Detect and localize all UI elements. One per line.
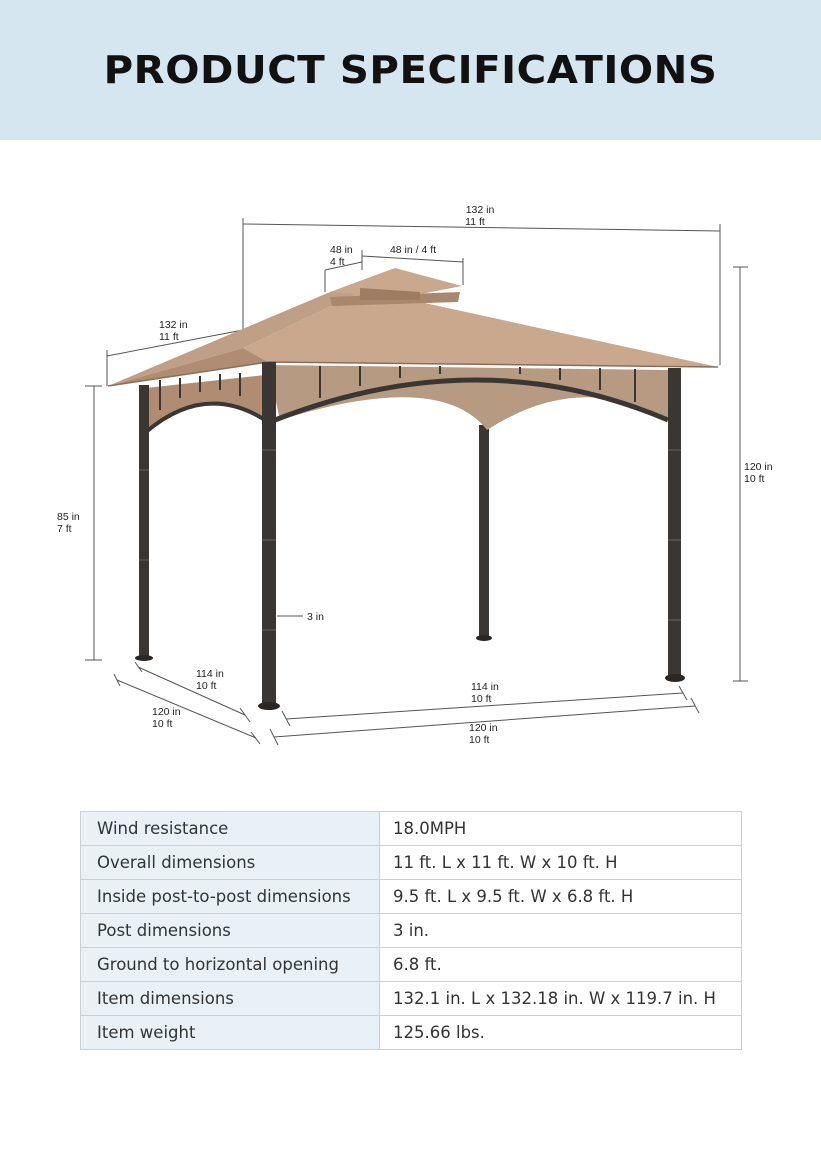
dim-post-diameter: 3 in: [307, 611, 324, 623]
post-back-right: [479, 425, 489, 637]
dim-inner-width-ft: 10 ft: [471, 693, 492, 705]
post-front-left: [139, 385, 149, 658]
table-row: [81, 914, 742, 948]
dim-inner-width-in: 114 in: [471, 681, 499, 693]
post-front-right: [668, 368, 681, 678]
dim-top-width-in: 132 in: [465, 204, 495, 216]
spec-value: 9.5 ft. L x 9.5 ft. W x 6.8 ft. H: [380, 880, 742, 914]
header-banner: [0, 0, 821, 140]
spec-value: 132.1 in. L x 132.18 in. W x 119.7 in. H: [380, 982, 742, 1016]
spec-table: [80, 811, 742, 1050]
gazebo-diagram: [0, 140, 821, 800]
spec-value: 6.8 ft.: [380, 948, 742, 982]
dim-left-width-in: 132 in: [159, 319, 188, 331]
dim-top-width-ft: 11 ft: [465, 216, 485, 228]
spec-label: Post dimensions: [81, 914, 380, 948]
dim-outer-width-ft: 10 ft: [469, 734, 490, 746]
spec-value: 3 in.: [380, 914, 742, 948]
spec-label: Ground to horizontal opening: [81, 948, 380, 982]
dim-total-height-in: 120 in: [744, 461, 773, 473]
table-row: [81, 1016, 742, 1050]
dim-left-width-ft: 11 ft: [159, 331, 179, 343]
table-row: [81, 846, 742, 880]
spec-value: 18.0MPH: [380, 812, 742, 846]
dim-inner-depth-in: 114 in: [196, 668, 224, 680]
table-row: [81, 982, 742, 1016]
table-row: [81, 880, 742, 914]
dim-vent-depth-ft: 4 ft: [330, 256, 345, 268]
spec-value: 11 ft. L x 11 ft. W x 10 ft. H: [380, 846, 742, 880]
spec-label: Item dimensions: [81, 982, 380, 1016]
dim-vent-depth-in: 48 in: [330, 244, 353, 256]
dim-inner-depth-ft: 10 ft: [196, 680, 217, 692]
dim-vent-width: 48 in / 4 ft: [389, 244, 437, 256]
post-front-center: [262, 362, 276, 706]
spec-label: Inside post-to-post dimensions: [81, 880, 380, 914]
dim-total-height-ft: 10 ft: [744, 473, 765, 485]
dim-post-height-in: 85 in: [57, 511, 80, 523]
table-row: [81, 812, 742, 846]
dim-post-height-ft: 7 ft: [57, 523, 72, 535]
table-row: [81, 948, 742, 982]
page-title: PRODUCT SPECIFICATIONS: [103, 48, 718, 92]
spec-value: 125.66 lbs.: [380, 1016, 742, 1050]
dim-outer-width-in: 120 in: [469, 722, 498, 734]
spec-label: Item weight: [81, 1016, 380, 1050]
dim-outer-depth-ft: 10 ft: [152, 718, 173, 730]
spec-label: Overall dimensions: [81, 846, 380, 880]
spec-label: Wind resistance: [81, 812, 380, 846]
dim-outer-depth-in: 120 in: [152, 706, 181, 718]
